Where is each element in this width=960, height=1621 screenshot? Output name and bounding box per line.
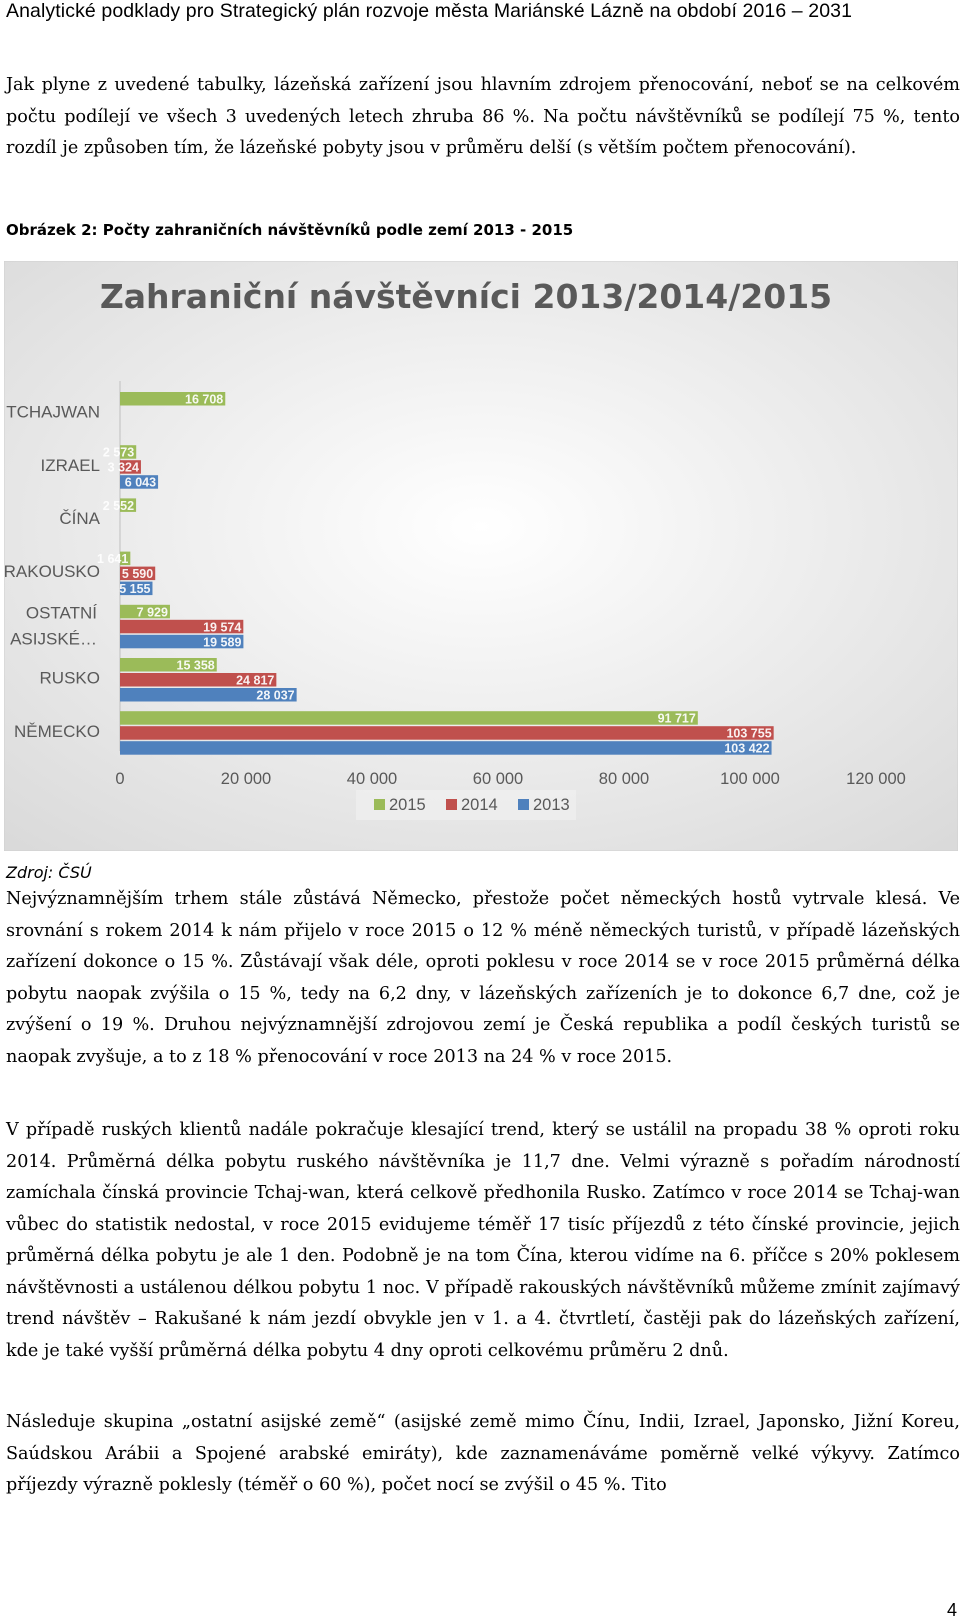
category-label: RAKOUSKO [4, 562, 100, 582]
category-label: RUSKO [39, 668, 100, 688]
page-header: Analytické podklady pro Strategický plán rozvoje města Mariánské Lázně na období 2016 – 2031 [6, 0, 853, 22]
x-tick-label: 40 000 [346, 770, 398, 788]
bar-chart [4, 261, 958, 851]
x-tick-label: 0 [115, 770, 125, 788]
data-label: 7 929 [136, 605, 168, 620]
x-tick-label: 80 000 [598, 770, 650, 788]
x-tick-label: 60 000 [472, 770, 524, 788]
legend-swatch [518, 799, 529, 810]
data-label: 5 155 [119, 582, 151, 597]
legend-label: 2014 [461, 796, 498, 814]
data-label: 103 422 [724, 741, 770, 756]
legend-swatch [446, 799, 457, 810]
category-label: NĚMECKO [14, 721, 100, 741]
chart-background [4, 261, 958, 851]
chart-title: Zahraniční návštěvníci 2013/2014/2015 [99, 277, 833, 316]
category-label: OSTATNÍ [25, 603, 97, 623]
paragraph-russia: V případě ruských klientů nadále pokračuje klesající trend, který se ustálil na propadu 38 % oproti roku 2014. Průměrná délka pobytu ruského návštěvníka je 11,7 dne. Velmi výrazně s pořadím národností zamíchala čínská provincie Tchaj-wan, která celkově předhonila Rusko. Zatímco v roce 2014 se Tchaj-wan vůbec do statistik nedostal, v roce 2015 evidujeme téměř 17 tisíc příjezdů z této čínské provincie, jejich průměrná délka pobytu je ale 1 den. Podobně je na tom Čína, kterou vidíme na 6. příčce s 20% poklesem návštěvnosti a ustálenou délkou pobytu 1 noc. V případě rakouských návštěvníků můžeme zmínit zajímavý trend návštěv – Rakušané k nám jezdí obvykle jen v 1. a 4. čtvrtletí, častěji pak do lázeňských zařízení, kde je také vyšší průměrná délka pobytu 4 dny oproti celkovému průměru 2 dnů. [6, 1120, 960, 1361]
bar-2015 [120, 711, 698, 725]
legend-swatch [374, 799, 385, 810]
data-label: 19 589 [203, 635, 242, 650]
category-label: IZRAEL [40, 455, 100, 475]
paragraph-germany: Nejvýznamnějším trhem stále zůstává Německo, přestože počet německých hostů vytrvale klesá. Ve srovnání s rokem 2014 k nám přijelo v roce 2015 o 12 % méně německých turistů, v případě lázeňských zařízení dokonce o 15 %. Zůstávají však déle, oproti poklesu v roce 2014 se v roce 2015 průměrná délka pobytu naopak zvýšila o 15 %, tedy na 6,2 dny, v lázeňských zařízeních je to dokonce 6,7 dne, což je zvýšení o 19 %. Druhou nejvýznamnější zdrojovou zemí je Česká republika a podíl českých turistů se naopak zvyšuje, a to z 18 % přenocování v roce 2013 na 24 % v roce 2015. [6, 889, 960, 1067]
bar-2013 [120, 741, 772, 755]
data-label: 2 552 [102, 498, 135, 513]
data-label: 6 043 [124, 475, 157, 490]
paragraph-intro: Jak plyne z uvedené tabulky, lázeňská zařízení jsou hlavním zdrojem přenocování, neboť se na celkovém počtu podílejí ve všech 3 uvedených letech zhruba 86 %. Na počtu návštěvníků se podílejí 75 %, tento rozdíl je způsoben tím, že lázeňské pobyty jsou v průměru delší (s větším počtem přenocování). [6, 75, 960, 158]
figure-source: Zdroj: ČSÚ [6, 863, 92, 882]
category-label: ASIJSKÉ… [10, 629, 97, 649]
legend-label: 2015 [389, 796, 426, 814]
paragraph-other-asia: Následuje skupina „ostatní asijské země“ (asijské země mimo Čínu, Indii, Izrael, Japonsko, Jižní Koreu, Saúdskou Arábii a Spojené arabské emiráty), kde zaznamenáváme poměrně velké výkyvy. Zatímco příjezdy výrazně poklesly (téměř o 60 %), počet nocí se zvýšil o 45 %. Tito [6, 1412, 960, 1495]
data-label: 5 590 [121, 567, 154, 582]
bar-2014 [120, 726, 774, 740]
data-label: 91 717 [657, 711, 696, 726]
data-label: 19 574 [203, 620, 242, 635]
x-tick-label: 20 000 [220, 770, 272, 788]
data-label: 24 817 [236, 673, 275, 688]
x-tick-label: 120 000 [846, 770, 906, 788]
page-number: 4 [947, 1600, 958, 1620]
legend-label: 2013 [533, 796, 570, 814]
data-label: 15 358 [176, 658, 215, 673]
data-label: 16 708 [185, 392, 224, 407]
data-label: 1 641 [97, 552, 129, 567]
x-tick-label: 100 000 [720, 770, 780, 788]
data-label: 2 573 [102, 445, 135, 460]
data-label: 28 037 [256, 688, 295, 703]
figure-caption: Obrázek 2: Počty zahraničních návštěvníků podle zemí 2013 - 2015 [6, 221, 574, 239]
data-label: 103 755 [726, 726, 772, 741]
category-label: TCHAJWAN [6, 402, 100, 422]
data-label: 3 324 [107, 460, 139, 475]
category-label: ČÍNA [59, 509, 100, 528]
